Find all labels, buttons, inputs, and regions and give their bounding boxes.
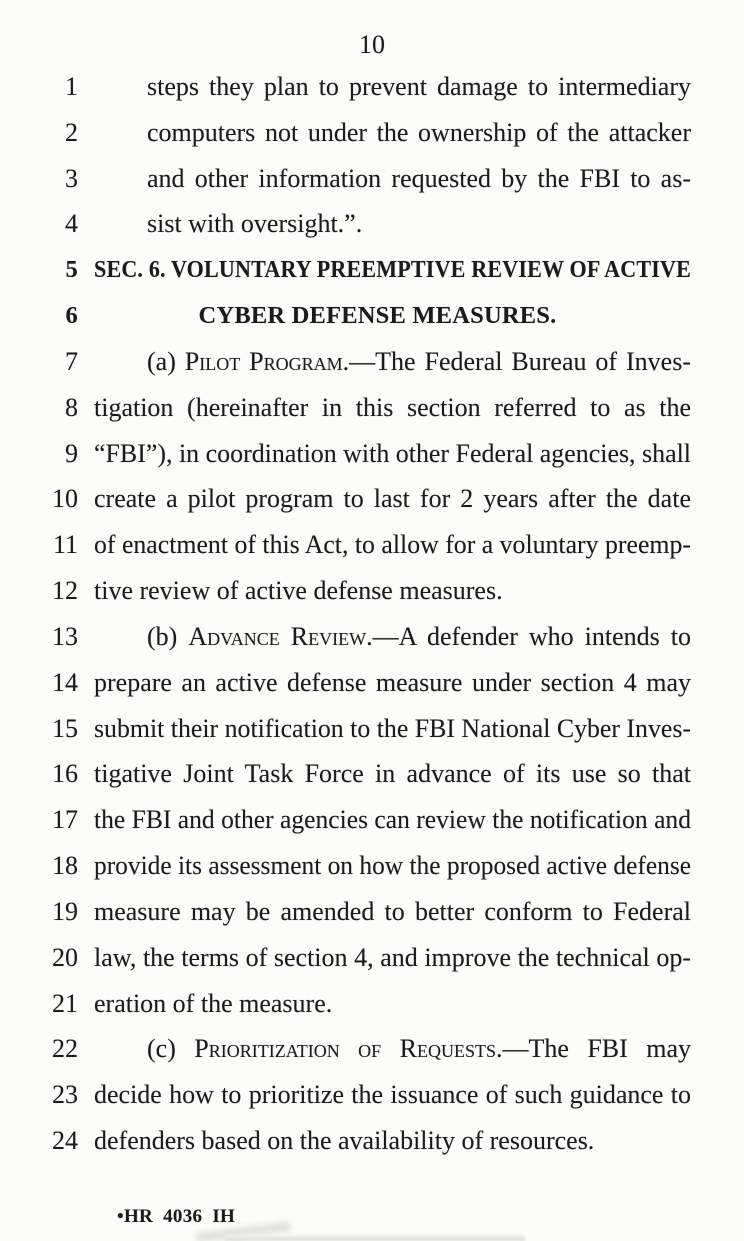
line-number: 24 [52,1126,78,1156]
text-segment: steps they plan to prevent damage to intermediary [147,72,691,101]
line-text-content [94,1072,691,1118]
line-number: 3 [65,163,78,193]
line-text-content [94,431,691,477]
text-segment: CYBER DEFENSE MEASURES. [198,302,557,330]
line-text-content [94,706,691,752]
text-segment: (b) [147,621,189,651]
line-text [94,293,691,339]
line-number: 21 [52,988,78,1018]
line-number: 13 [52,621,78,651]
text-segment: provide its assessment on how the proposed active defense [94,851,691,881]
line-text-content [94,247,691,293]
line-text [94,522,691,568]
bill-lines [0,64,744,1164]
bill-line [0,1118,744,1164]
text-segment: .—The Federal Bureau of Inves- [342,346,691,376]
line-number: 15 [52,713,78,743]
line-number: 19 [52,896,78,926]
line-text-content [147,156,691,202]
line-text-content [147,201,362,247]
text-segment: the FBI and other agencies can review the notification and [94,805,691,835]
text-segment: and other information requested by the FBI to as- [147,163,691,193]
line-text-content [94,797,691,843]
line-text-content [147,614,691,660]
line-number: 12 [52,576,78,606]
line-text-content [147,64,691,110]
bill-line [0,889,744,935]
bill-line [0,522,744,568]
line-text-content [94,751,691,797]
line-number: 7 [65,346,78,376]
line-text-content [94,935,691,981]
text-segment: submit their notification to the FBI National Cyber Inves- [94,713,691,743]
bill-line [0,751,744,797]
text-segment: defenders based on the availability of resources. [94,1126,595,1156]
line-number: 17 [52,805,78,835]
line-text [94,751,691,797]
footer-citation: •HR 4036 IH [117,1206,236,1227]
text-segment: (c) [147,1034,195,1064]
text-segment: tive review of active defense measures. [94,576,503,606]
line-text [94,981,691,1027]
line-number: 16 [52,759,78,789]
line-text [94,385,691,431]
line-text-content [147,1026,691,1072]
line-number: 14 [52,667,78,697]
line-text-content [94,660,691,706]
bill-line [0,293,744,339]
line-text-content [94,889,691,935]
line-text [94,706,691,752]
line-text [94,64,691,110]
text-segment: prepare an active defense measure under section 4 may [94,667,691,697]
line-text [94,156,691,202]
text-segment: law, the terms of section 4, and improve the technical op- [94,942,691,972]
bill-line [0,706,744,752]
line-text-content [94,1118,594,1164]
text-segment: (a) [147,346,185,376]
text-segment: “FBI”), in coordination with other Federal agencies, shall [94,438,691,468]
line-text [94,568,691,614]
text-segment: SEC. 6. VOLUNTARY PREEMPTIVE REVIEW OF ACTIVE [94,256,691,284]
text-segment: tigative Joint Task Force in advance of its use so that [94,759,691,789]
line-number: 18 [52,851,78,881]
page-number: 10 [359,30,385,59]
line-text [94,660,691,706]
bill-line [0,935,744,981]
bill-line [0,156,744,202]
line-text-content [94,385,691,431]
line-text [94,797,691,843]
line-text-content [147,110,691,156]
text-segment: eration of the measure. [94,988,333,1018]
bill-line [0,339,744,385]
line-text [94,110,691,156]
line-text [94,889,691,935]
scan-artifact-strip [225,1235,525,1241]
small-caps-segment: Advance Review [188,621,367,651]
line-number: 4 [65,209,78,239]
line-number: 23 [52,1080,78,1110]
bill-line [0,385,744,431]
bill-line [0,614,744,660]
text-segment: of enactment of this Act, to allow for a voluntary preemp- [94,530,691,560]
bill-line [0,110,744,156]
bill-line [0,247,744,293]
bill-line [0,431,744,477]
line-text [94,843,691,889]
bill-line [0,797,744,843]
bill-line [0,201,744,247]
line-text [94,614,691,660]
bill-line [0,981,744,1027]
line-number: 2 [65,117,78,147]
bill-line [0,1072,744,1118]
line-text [94,935,691,981]
text-segment: decide how to prioritize the issuance of such guidance to [94,1080,691,1110]
line-text-content [94,476,691,522]
line-text [94,1072,691,1118]
bill-line [0,476,744,522]
bill-line [0,843,744,889]
text-segment: sist with oversight.”. [147,209,363,239]
line-text [94,1026,691,1072]
text-segment: create a pilot program to last for 2 years after the date [94,484,691,514]
line-text [94,476,691,522]
text-segment: .—A defender who intends to [366,621,691,651]
line-text-content [147,339,691,385]
small-caps-segment: Prioritization of Requests [194,1034,496,1064]
line-number: 11 [52,530,78,560]
bill-line [0,1026,744,1072]
line-text [94,431,691,477]
bill-line [0,64,744,110]
line-text-content [94,843,691,889]
small-caps-segment: Pilot Program [184,346,343,376]
line-number: 22 [52,1034,78,1064]
line-number: 8 [65,392,78,422]
line-number: 9 [65,438,78,468]
line-number: 5 [65,256,78,284]
line-text [94,247,691,293]
bill-line [0,568,744,614]
text-segment: computers not under the ownership of the attacker [147,117,691,147]
line-text [94,201,691,247]
line-number: 10 [52,484,78,514]
line-text-content [94,568,503,614]
line-text [94,1118,691,1164]
text-segment: measure may be amended to better conform to Federal [94,896,691,926]
bill-line [0,660,744,706]
text-segment: .—The FBI may [495,1034,691,1064]
line-text-content [94,522,691,568]
text-segment: tigation (hereinafter in this section referred to as the [94,392,691,422]
line-number: 20 [52,942,78,972]
line-number: 1 [65,72,78,101]
line-text [94,339,691,385]
line-text-content [94,981,332,1027]
line-number: 6 [65,302,78,330]
line-text-content [199,293,557,339]
